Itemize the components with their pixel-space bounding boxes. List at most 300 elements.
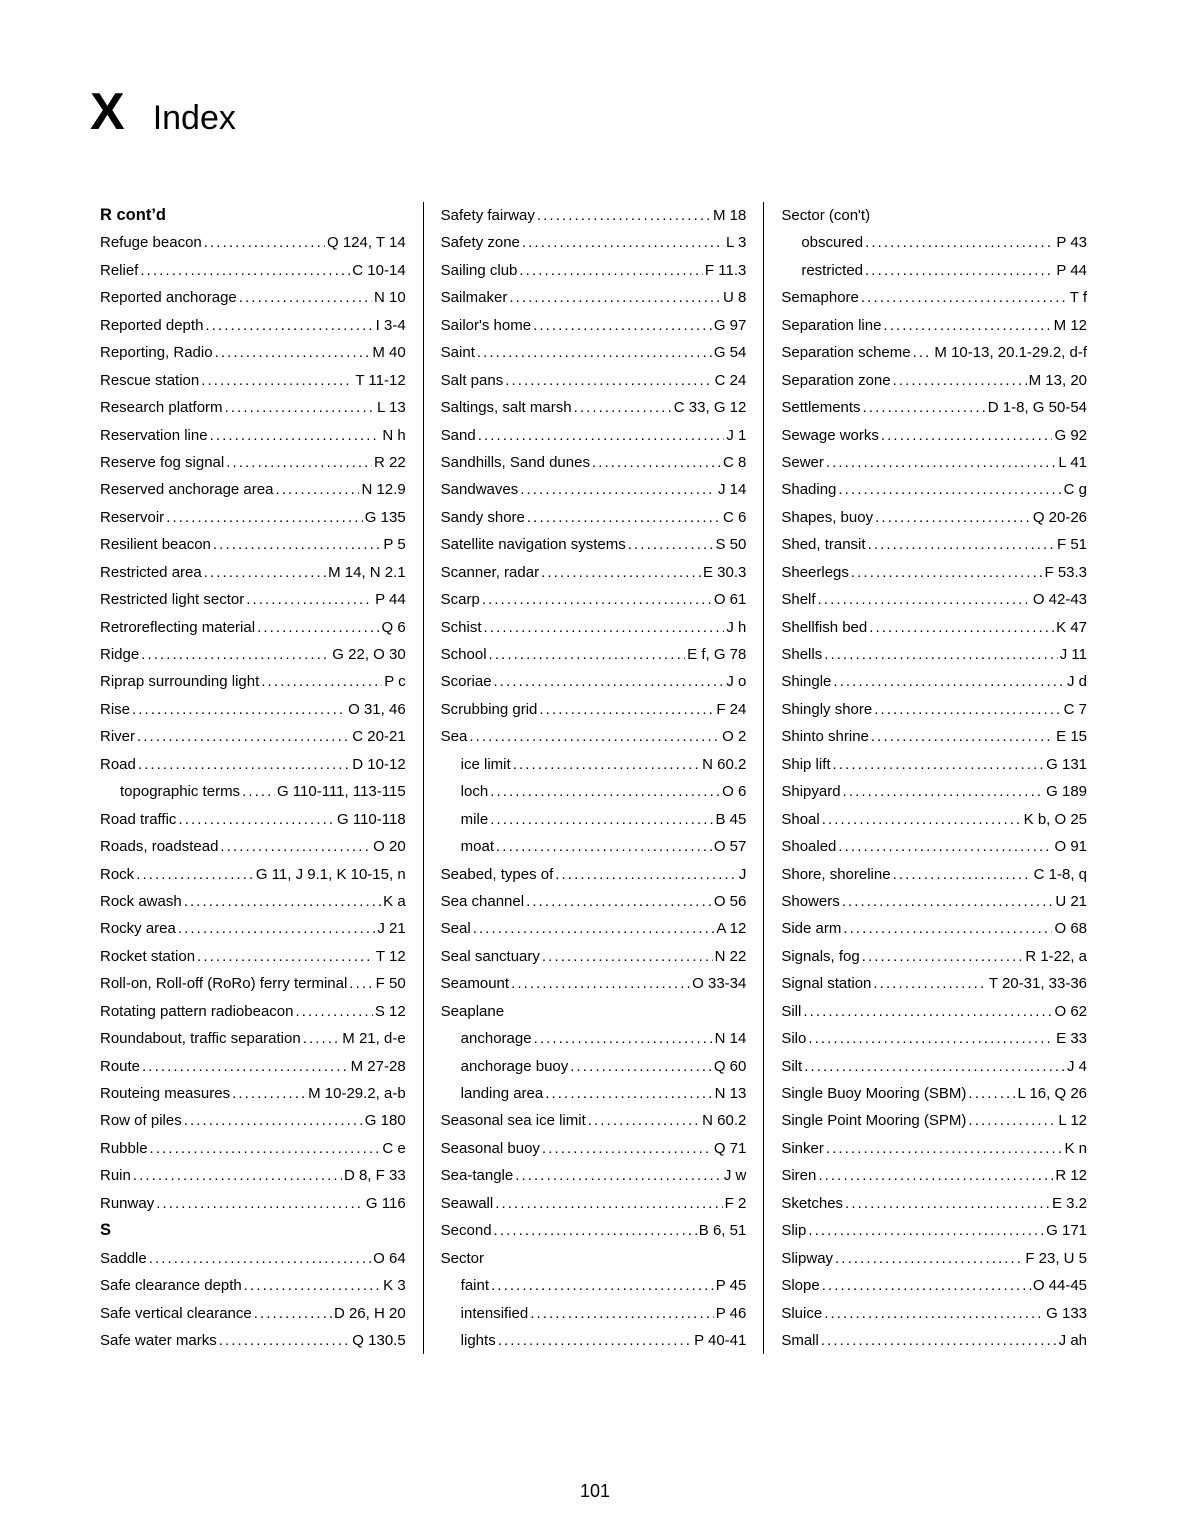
dot-leader xyxy=(495,1190,722,1217)
dot-leader xyxy=(473,915,715,942)
entry-label: Safe water marks xyxy=(100,1331,217,1349)
index-entry-row xyxy=(441,1272,747,1299)
entry-label: Sandhills, Sand dunes xyxy=(440,453,590,471)
entry-reference: O 62 xyxy=(1054,1002,1088,1020)
index-entry-row xyxy=(441,723,747,750)
dot-leader xyxy=(220,833,371,860)
entry-label: Shed, transit xyxy=(781,536,866,554)
index-entry-row xyxy=(100,998,406,1025)
entry-reference: L 41 xyxy=(1058,453,1088,471)
entry-label: landing area xyxy=(460,1085,544,1102)
entry-reference: P 46 xyxy=(715,1304,747,1322)
entry-reference: D 10-12 xyxy=(352,755,406,773)
column-divider xyxy=(763,202,764,1354)
entry-reference: K 47 xyxy=(1056,618,1088,636)
entry-reference: J o xyxy=(726,673,747,691)
index-entry-row xyxy=(100,367,406,394)
entry-reference: F 24 xyxy=(716,700,747,718)
index-entry-row xyxy=(781,229,1087,256)
entry-label: S xyxy=(100,1221,112,1240)
entry-label: Silt xyxy=(781,1057,803,1075)
index-entry-row xyxy=(441,229,747,256)
entry-reference: C 7 xyxy=(1063,700,1088,718)
entry-label: Shoal xyxy=(781,810,820,828)
index-entry-row xyxy=(100,1327,406,1354)
dot-leader xyxy=(138,751,350,778)
dot-leader xyxy=(219,1327,351,1354)
entry-label: Separation zone xyxy=(781,371,891,389)
entry-label: Small xyxy=(781,1331,819,1349)
entry-reference: C 20-21 xyxy=(352,728,406,746)
entry-label: Sill xyxy=(781,1002,802,1020)
index-entry-row xyxy=(441,1053,747,1080)
entry-reference: S 50 xyxy=(715,536,747,554)
index-entry-row xyxy=(781,888,1087,915)
index-entry-row xyxy=(441,614,747,641)
index-entry-row xyxy=(441,394,747,421)
dot-leader xyxy=(861,284,1068,311)
entry-reference: O 57 xyxy=(713,838,747,856)
dot-leader xyxy=(513,751,700,778)
index-entry-row xyxy=(100,833,406,860)
dot-leader xyxy=(498,1327,692,1354)
entry-label: Second xyxy=(440,1222,492,1240)
entry-reference: G 116 xyxy=(365,1194,406,1212)
entry-reference: J 21 xyxy=(377,920,406,938)
entry-reference: G 22, O 30 xyxy=(332,646,406,663)
entry-label: Shelf xyxy=(781,591,816,609)
entry-reference: G 54 xyxy=(713,344,747,362)
entry-label: Siren xyxy=(781,1167,817,1185)
entry-reference: Q 130.5 xyxy=(352,1331,406,1349)
entry-reference: I 3-4 xyxy=(375,316,406,334)
index-entry-row xyxy=(441,1300,747,1327)
entry-reference: J 11 xyxy=(1059,646,1088,663)
dot-leader xyxy=(205,312,373,339)
entry-reference: D 1-8, G 50-54 xyxy=(987,399,1088,417)
group-label-row xyxy=(441,1245,747,1272)
entry-reference: Q 20-26 xyxy=(1032,508,1088,526)
index-entry-row xyxy=(441,641,747,668)
index-entry-row xyxy=(781,641,1087,668)
index-entry-row xyxy=(781,833,1087,860)
entry-label: Rise xyxy=(100,700,131,718)
dot-leader xyxy=(555,861,737,888)
index-entry-row xyxy=(441,422,747,449)
dot-leader xyxy=(537,202,711,229)
index-entry-row xyxy=(100,641,406,668)
dot-leader xyxy=(541,559,701,586)
entry-label: Reported anchorage xyxy=(100,289,237,307)
entry-label: Row of piles xyxy=(100,1112,182,1130)
entry-label: Restricted area xyxy=(100,563,202,581)
dot-leader xyxy=(833,751,1045,778)
entry-reference: P c xyxy=(384,673,406,691)
index-entry-row xyxy=(100,504,406,531)
entry-label: Shingle xyxy=(781,673,832,691)
dot-leader xyxy=(140,257,350,284)
dot-leader xyxy=(184,1107,363,1134)
index-entry-row xyxy=(781,1327,1087,1354)
entry-label: Scrubbing grid xyxy=(440,700,538,718)
dot-leader xyxy=(519,257,703,284)
entry-reference: T 12 xyxy=(375,947,406,965)
dot-leader xyxy=(803,998,1052,1025)
entry-label: topographic terms xyxy=(120,783,241,801)
index-entry-row xyxy=(100,861,406,888)
entry-label: Sailing club xyxy=(440,261,518,279)
index-entry-row xyxy=(441,1327,747,1354)
entry-label: Roll-on, Roll-off (RoRo) ferry terminal xyxy=(100,975,348,993)
dot-leader xyxy=(534,1025,713,1052)
dot-leader xyxy=(833,668,1065,695)
entry-label: Safe clearance depth xyxy=(100,1277,242,1295)
entry-label: anchorage buoy xyxy=(460,1057,569,1075)
entry-label: Reserved anchorage area xyxy=(100,481,274,499)
entry-label: Seabed, types of xyxy=(440,865,554,883)
entry-reference: M 12 xyxy=(1053,316,1088,334)
entry-label: Saddle xyxy=(100,1249,147,1267)
column-divider xyxy=(423,202,424,1354)
entry-reference: B 6, 51 xyxy=(698,1222,747,1240)
entry-label: obscured xyxy=(801,234,864,252)
entry-reference: G 171 xyxy=(1046,1222,1088,1240)
entry-reference: G 133 xyxy=(1046,1304,1088,1322)
dot-leader xyxy=(490,806,713,833)
entry-label: Shoaled xyxy=(781,838,837,856)
entry-label: Seaplane xyxy=(440,1002,505,1020)
page-number: 101 xyxy=(579,1481,611,1501)
dot-leader xyxy=(469,723,720,750)
entry-reference: R 22 xyxy=(373,453,406,471)
entry-label: Showers xyxy=(781,892,840,910)
entry-label: Roads, roadstead xyxy=(100,838,219,856)
entry-label: Saint xyxy=(440,344,475,362)
index-entry-row xyxy=(100,915,406,942)
entry-reference: F 11.3 xyxy=(704,261,747,279)
dot-leader xyxy=(808,1025,1054,1052)
dot-leader xyxy=(826,449,1057,476)
dot-leader xyxy=(818,586,1031,613)
dot-leader xyxy=(822,806,1022,833)
entry-reference: J h xyxy=(726,618,747,636)
page-title: Index xyxy=(152,99,236,137)
entry-label: R cont’d xyxy=(100,206,166,224)
index-column-3 xyxy=(781,202,1087,1354)
entry-label: Sluice xyxy=(781,1304,823,1322)
dot-leader xyxy=(533,312,712,339)
dot-leader xyxy=(592,449,721,476)
index-entry-row xyxy=(100,1272,406,1299)
index-entry-row xyxy=(781,1245,1087,1272)
dot-leader xyxy=(136,861,254,888)
index-entry-row xyxy=(100,257,406,284)
dot-leader xyxy=(261,668,382,695)
entry-label: Seasonal buoy xyxy=(440,1139,540,1157)
index-entry-row xyxy=(441,668,747,695)
entry-reference: J w xyxy=(723,1167,747,1185)
index-entry-row xyxy=(781,339,1087,366)
entry-label: Rescue station xyxy=(100,371,200,389)
entry-reference: L 16, Q 26 xyxy=(1017,1085,1088,1102)
dot-leader xyxy=(242,778,275,805)
entry-label: lights xyxy=(460,1331,496,1349)
dot-leader xyxy=(482,586,712,613)
index-entry-row xyxy=(441,1135,747,1162)
dot-leader xyxy=(478,422,725,449)
entry-label: Reporting, Radio xyxy=(100,344,213,362)
entry-label: Refuge beacon xyxy=(100,234,202,252)
entry-reference: M 14, N 2.1 xyxy=(328,563,406,581)
dot-leader xyxy=(527,504,721,531)
entry-label: Sea channel xyxy=(440,892,525,910)
dot-leader xyxy=(873,970,986,997)
index-entry-row xyxy=(100,970,406,997)
entry-label: River xyxy=(100,728,136,746)
entry-reference: G 110-111, 113-115 xyxy=(276,783,406,801)
index-entry-row xyxy=(441,943,747,970)
entry-reference: J 1 xyxy=(726,426,747,444)
index-entry-row xyxy=(781,998,1087,1025)
index-entry-row xyxy=(781,614,1087,641)
dot-leader xyxy=(489,641,686,668)
index-entry-row xyxy=(100,943,406,970)
entry-reference: O 68 xyxy=(1054,920,1088,938)
entry-reference: N 10 xyxy=(373,289,406,307)
dot-leader xyxy=(156,1190,364,1217)
index-entry-row xyxy=(781,449,1087,476)
dot-leader xyxy=(522,229,724,256)
entry-label: Reserve fog signal xyxy=(100,453,225,471)
entry-label: Sketches xyxy=(781,1194,844,1212)
index-column-2 xyxy=(441,202,747,1354)
dot-leader xyxy=(628,531,714,558)
index-entry-row xyxy=(781,312,1087,339)
index-entry-row xyxy=(441,257,747,284)
entry-reference: J d xyxy=(1067,673,1088,691)
entry-reference: C e xyxy=(382,1139,406,1157)
entry-reference: F 53.3 xyxy=(1044,563,1088,581)
index-entry-row xyxy=(441,1190,747,1217)
entry-label: Ruin xyxy=(100,1167,131,1185)
entry-reference: N 60.2 xyxy=(702,755,747,773)
entry-reference: G 110-118 xyxy=(337,810,406,828)
dot-leader xyxy=(166,504,363,531)
entry-label: Separation scheme xyxy=(781,344,911,362)
entry-label: Signal station xyxy=(781,975,872,993)
entry-label: Shipyard xyxy=(781,783,841,801)
entry-label: mile xyxy=(460,810,489,828)
dot-leader xyxy=(862,943,1024,970)
dot-leader xyxy=(349,970,373,997)
entry-reference: J xyxy=(738,865,747,883)
index-entry-row xyxy=(781,1025,1087,1052)
index-entry-row xyxy=(100,312,406,339)
index-entry-row xyxy=(781,915,1087,942)
entry-reference: M 10-29.2, a-b xyxy=(308,1085,406,1102)
entry-reference: P 5 xyxy=(383,536,406,554)
dot-leader xyxy=(520,476,716,503)
entry-label: Sailor's home xyxy=(440,316,532,334)
dot-leader xyxy=(542,943,713,970)
dot-leader xyxy=(226,449,372,476)
index-entry-row xyxy=(781,723,1087,750)
index-entry-row xyxy=(100,559,406,586)
entry-label: Runway xyxy=(100,1194,155,1212)
group-label-row xyxy=(441,998,747,1025)
entry-reference: B 45 xyxy=(715,810,747,828)
section-header-row xyxy=(100,202,406,229)
dot-leader xyxy=(588,1107,700,1134)
entry-reference: U 21 xyxy=(1055,892,1088,910)
index-entry-row xyxy=(441,367,747,394)
entry-reference: N h xyxy=(382,426,406,444)
page-header xyxy=(90,83,236,141)
index-entry-row xyxy=(781,943,1087,970)
entry-label: School xyxy=(440,646,487,663)
entry-label: anchorage xyxy=(460,1030,532,1048)
entry-reference: M 27-28 xyxy=(350,1057,406,1075)
index-entry-row xyxy=(781,1217,1087,1244)
index-entry-row xyxy=(781,284,1087,311)
index-entry-row xyxy=(441,284,747,311)
entry-label: Saltings, salt marsh xyxy=(440,399,572,417)
entry-reference: P 45 xyxy=(715,1277,747,1295)
index-entry-row xyxy=(441,888,747,915)
dot-leader xyxy=(824,1300,1044,1327)
dot-leader xyxy=(869,614,1054,641)
entry-label: Sailmaker xyxy=(440,289,508,307)
dot-leader xyxy=(822,1272,1031,1299)
entry-label: Roundabout, traffic separation xyxy=(100,1030,301,1048)
index-entry-row xyxy=(781,367,1087,394)
entry-label: Sector (con't) xyxy=(781,207,871,224)
index-entry-row xyxy=(100,1107,406,1134)
dot-leader xyxy=(526,888,712,915)
entry-reference: O 56 xyxy=(713,892,747,910)
dot-leader xyxy=(838,476,1061,503)
entry-reference: C 33, G 12 xyxy=(673,399,747,417)
entry-label: Sandy shore xyxy=(440,508,525,526)
index-entry-row xyxy=(781,422,1087,449)
entry-label: Single Buoy Mooring (SBM) xyxy=(781,1085,967,1102)
dot-leader xyxy=(137,723,350,750)
entry-reference: E 33 xyxy=(1056,1030,1088,1048)
entry-reference: N 14 xyxy=(714,1030,747,1048)
entry-label: Slip xyxy=(781,1222,807,1240)
index-entry-row xyxy=(441,806,747,833)
entry-label: Shells xyxy=(781,646,823,663)
entry-label: Safety zone xyxy=(440,234,520,252)
entry-label: Ridge xyxy=(100,646,140,663)
dot-leader xyxy=(210,422,381,449)
index-entry-row xyxy=(781,559,1087,586)
dot-leader xyxy=(178,806,335,833)
entry-label: Scoriae xyxy=(440,673,492,691)
entry-label: Sinker xyxy=(781,1139,824,1157)
section-letter: X xyxy=(90,83,125,141)
entry-label: Shellfish bed xyxy=(781,618,868,636)
entry-reference: J 14 xyxy=(717,481,747,499)
index-entry-row xyxy=(781,1272,1087,1299)
dot-leader xyxy=(913,339,933,366)
dot-leader xyxy=(842,888,1054,915)
entry-reference: O 20 xyxy=(373,838,406,856)
entry-reference: Q 71 xyxy=(713,1139,747,1157)
entry-reference: G 11, J 9.1, K 10-15, n xyxy=(255,865,406,883)
index-entry-row xyxy=(441,915,747,942)
dot-leader xyxy=(490,778,720,805)
dot-leader xyxy=(824,641,1058,668)
dot-leader xyxy=(295,998,372,1025)
index-column-1 xyxy=(100,202,406,1354)
entry-reference: J ah xyxy=(1058,1331,1088,1349)
entry-reference: Q 124, T 14 xyxy=(327,234,406,252)
dot-leader xyxy=(254,1300,332,1327)
entry-reference: N 60.2 xyxy=(702,1112,747,1130)
entry-label: Rocky area xyxy=(100,920,176,938)
dot-leader xyxy=(875,504,1031,531)
dot-leader xyxy=(215,339,371,366)
entry-label: Shinto shrine xyxy=(781,728,869,746)
dot-leader xyxy=(542,1135,712,1162)
dot-leader xyxy=(818,1162,1053,1189)
entry-reference: E 30.3 xyxy=(702,563,747,581)
dot-leader xyxy=(821,1327,1057,1354)
dot-leader xyxy=(874,696,1061,723)
entry-reference: L 13 xyxy=(377,399,406,417)
entry-label: moat xyxy=(460,838,495,856)
index-entry-row xyxy=(781,751,1087,778)
dot-leader xyxy=(545,1080,712,1107)
dot-leader xyxy=(804,1053,1065,1080)
dot-leader xyxy=(863,394,986,421)
entry-label: Seamount xyxy=(440,975,510,993)
dot-leader xyxy=(808,1217,1044,1244)
entry-reference: F 23, U 5 xyxy=(1025,1249,1088,1267)
entry-label: Seal sanctuary xyxy=(440,947,540,965)
entry-reference: D 8, F 33 xyxy=(343,1167,406,1185)
entry-reference: J 4 xyxy=(1067,1057,1088,1075)
dot-leader xyxy=(246,586,373,613)
dot-leader xyxy=(845,1190,1050,1217)
dot-leader xyxy=(494,668,725,695)
dot-leader xyxy=(184,888,381,915)
index-entry-row xyxy=(441,312,747,339)
entry-label: Reservation line xyxy=(100,426,208,444)
entry-label: Separation line xyxy=(781,316,882,334)
entry-reference: F 2 xyxy=(724,1194,747,1212)
index-entry-row xyxy=(781,1107,1087,1134)
index-entry-row xyxy=(781,504,1087,531)
entry-label: Reported depth xyxy=(100,316,204,334)
entry-reference: C 10-14 xyxy=(352,261,406,279)
entry-label: Shore, shoreline xyxy=(781,865,891,883)
index-entry-row xyxy=(441,504,747,531)
entry-label: Sewage works xyxy=(781,426,879,444)
entry-label: Rubble xyxy=(100,1139,148,1157)
index-entry-row xyxy=(100,806,406,833)
index-entry-row xyxy=(100,449,406,476)
entry-label: loch xyxy=(460,783,489,801)
entry-reference: N 13 xyxy=(714,1085,747,1102)
index-entry-row xyxy=(100,422,406,449)
entry-reference: P 44 xyxy=(375,591,406,609)
index-entry-row xyxy=(100,888,406,915)
index-entry-row xyxy=(781,668,1087,695)
index-entry-row xyxy=(100,1300,406,1327)
entry-label: Road xyxy=(100,755,136,773)
